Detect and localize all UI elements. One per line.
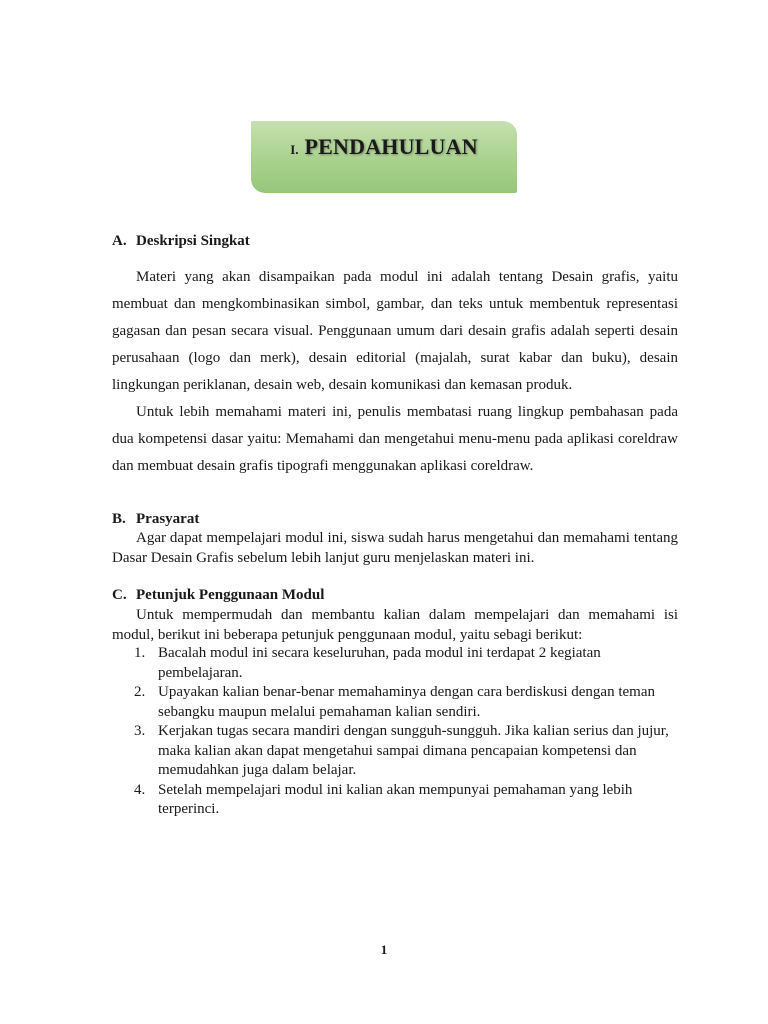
list-item: [112, 683, 678, 722]
list-item-text: Kerjakan tugas secara mandiri dengan sungguh-sungguh. Jika kalian serius dan jujur, maka kalian akan dapat mengetahui sampai dimana pencapaian kompetensi dan memudahkan juga dalam belajar.: [158, 723, 669, 778]
list-item-number: 3.: [134, 723, 146, 739]
section-a-title: Deskripsi Singkat: [136, 233, 250, 249]
chapter-number: I.: [290, 142, 299, 157]
section-b-body: [112, 529, 678, 568]
section-a-heading: [112, 233, 250, 250]
section-b-title: Prasyarat: [136, 511, 200, 527]
section-c-letter: C.: [112, 587, 127, 603]
section-c-title: Petunjuk Penggunaan Modul: [136, 587, 325, 603]
section-a-letter: A.: [112, 233, 127, 249]
list-item-number: 1.: [134, 645, 146, 661]
section-b-heading: [112, 511, 199, 528]
section-b-letter: B.: [112, 511, 126, 527]
list-item: [112, 722, 678, 781]
usage-steps-list: [112, 644, 678, 820]
chapter-title: [290, 134, 478, 160]
list-item-text: Upayakan kalian benar-benar memahaminya dengan cara berdiskusi dengan teman sebangku maupun melalui pemahaman kalian sendiri.: [158, 684, 655, 720]
page-number: 1: [380, 942, 388, 957]
section-a-paragraph-2: Untuk lebih memahami materi ini, penulis membatasi ruang lingkup pembahasan pada dua kompetensi dasar yaitu: Memahami dan mengetahui menu-menu pada aplikasi coreldraw dan membuat desain grafis tipografi menggunakan aplikasi coreldraw.: [112, 404, 678, 474]
section-a-body: [112, 264, 678, 480]
section-b-paragraph: Agar dapat mempelajari modul ini, siswa sudah harus mengetahui dan memahami tentang Dasar Desain Grafis sebelum lebih lanjut guru menjelaskan materi ini.: [112, 530, 678, 566]
chapter-title-box: [251, 121, 517, 193]
section-a-paragraph-1: Materi yang akan disampaikan pada modul ini adalah tentang Desain grafis, yaitu membuat dan mengkombinasikan simbol, gambar, dan teks untuk membentuk representasi gagasan dan pesan secara visual. Penggunaan umum dari desain grafis adalah seperti desain perusahaan (logo dan merk), desain editorial (majalah, surat kabar dan buku), desain lingkungan periklanan, desain web, desain komunikasi dan kemasan produk.: [112, 269, 678, 393]
list-item: [112, 781, 678, 820]
chapter-title-text: PENDAHULUAN: [304, 134, 478, 159]
list-item-text: Bacalah modul ini secara keseluruhan, pada modul ini terdapat 2 kegiatan pembelajaran.: [158, 645, 601, 681]
section-c-intro-paragraph: Untuk mempermudah dan membantu kalian dalam mempelajari dan memahami isi modul, berikut ini beberapa petunjuk penggunaan modul, yaitu sebagi berikut:: [112, 607, 678, 643]
list-item-number: 2.: [134, 684, 146, 700]
list-item-number: 4.: [134, 781, 146, 798]
list-item: [112, 644, 678, 683]
section-c-intro: [112, 606, 678, 645]
list-item-text: Setelah mempelajari modul ini kalian akan mempunyai pemahaman yang lebih terperinci.: [158, 781, 633, 817]
section-c-heading: [112, 587, 324, 604]
